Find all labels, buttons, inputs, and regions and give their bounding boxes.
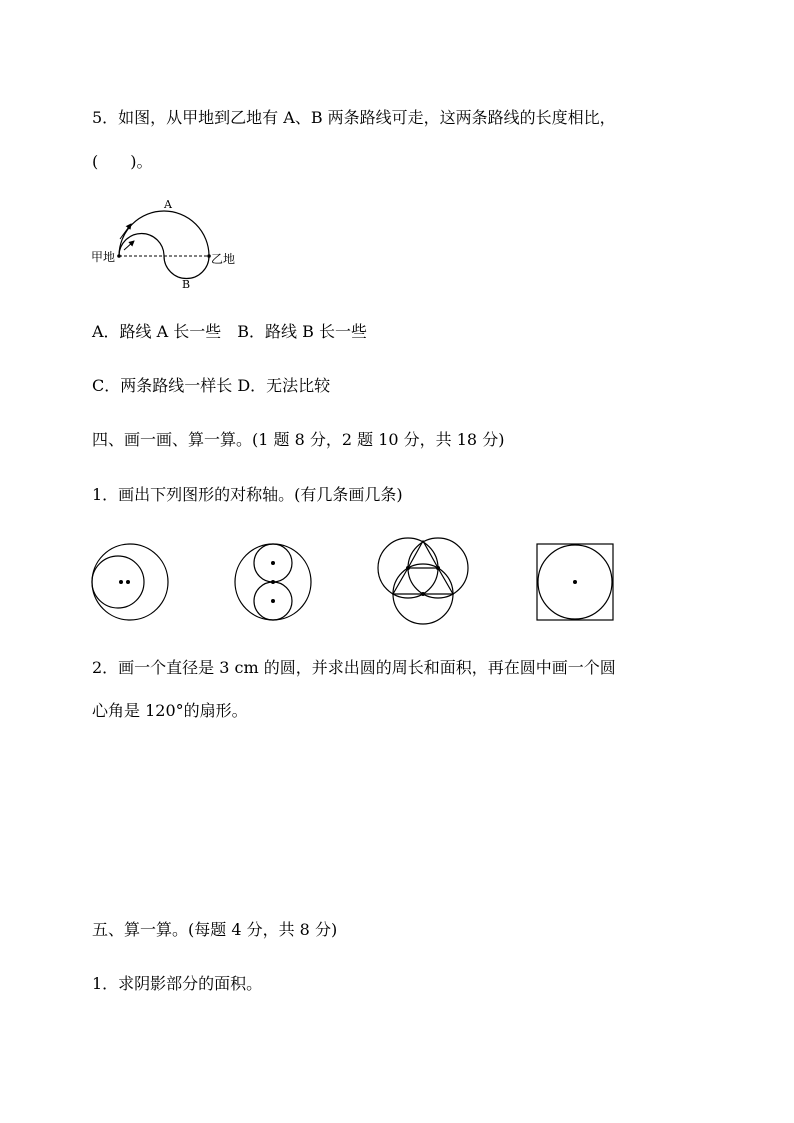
q5-stem-line1: 5．如图，从甲地到乙地有 A、B 两条路线可走，这两条路线的长度相比， xyxy=(92,108,616,127)
route-figure xyxy=(86,194,246,294)
route-b-arrow-icon xyxy=(124,241,134,250)
q5-options-line2: C．两条路线一样长 D．无法比较 xyxy=(92,376,331,395)
section5-heading: 五、算一算。(每题 4 分，共 8 分) xyxy=(92,920,338,939)
q5-options-line1: A．路线 A 长一些 B．路线 B 长一些 xyxy=(92,322,367,341)
section4-heading: 四、画一画、算一算。(1 题 8 分，2 题 10 分，共 18 分) xyxy=(92,430,505,449)
section4-q2-line1: 2．画一个直径是 3 cm 的圆，并求出圆的周长和面积，再在圆中画一个圆 xyxy=(92,658,616,677)
route-a-arc xyxy=(119,211,209,256)
section5-q1: 1．求阴影部分的面积。 xyxy=(92,974,263,993)
shape-square-with-circle xyxy=(534,540,616,624)
shape-circle-with-inner-circle xyxy=(90,540,172,624)
section4-q2-line2: 心角是 120°的扇形。 xyxy=(92,701,248,720)
route-b-label: B xyxy=(182,278,191,291)
route-a-label: A xyxy=(164,198,172,211)
start-label: 甲地 xyxy=(91,250,116,264)
q5-stem-line2: ( )。 xyxy=(92,152,153,171)
section4-q1: 1．画出下列图形的对称轴。(有几条画几条) xyxy=(92,485,403,504)
shape-triangle-with-three-circles xyxy=(376,536,472,628)
shape-circle-with-two-circles xyxy=(233,540,315,624)
start-point xyxy=(117,254,121,258)
end-label: 乙地 xyxy=(211,252,236,266)
